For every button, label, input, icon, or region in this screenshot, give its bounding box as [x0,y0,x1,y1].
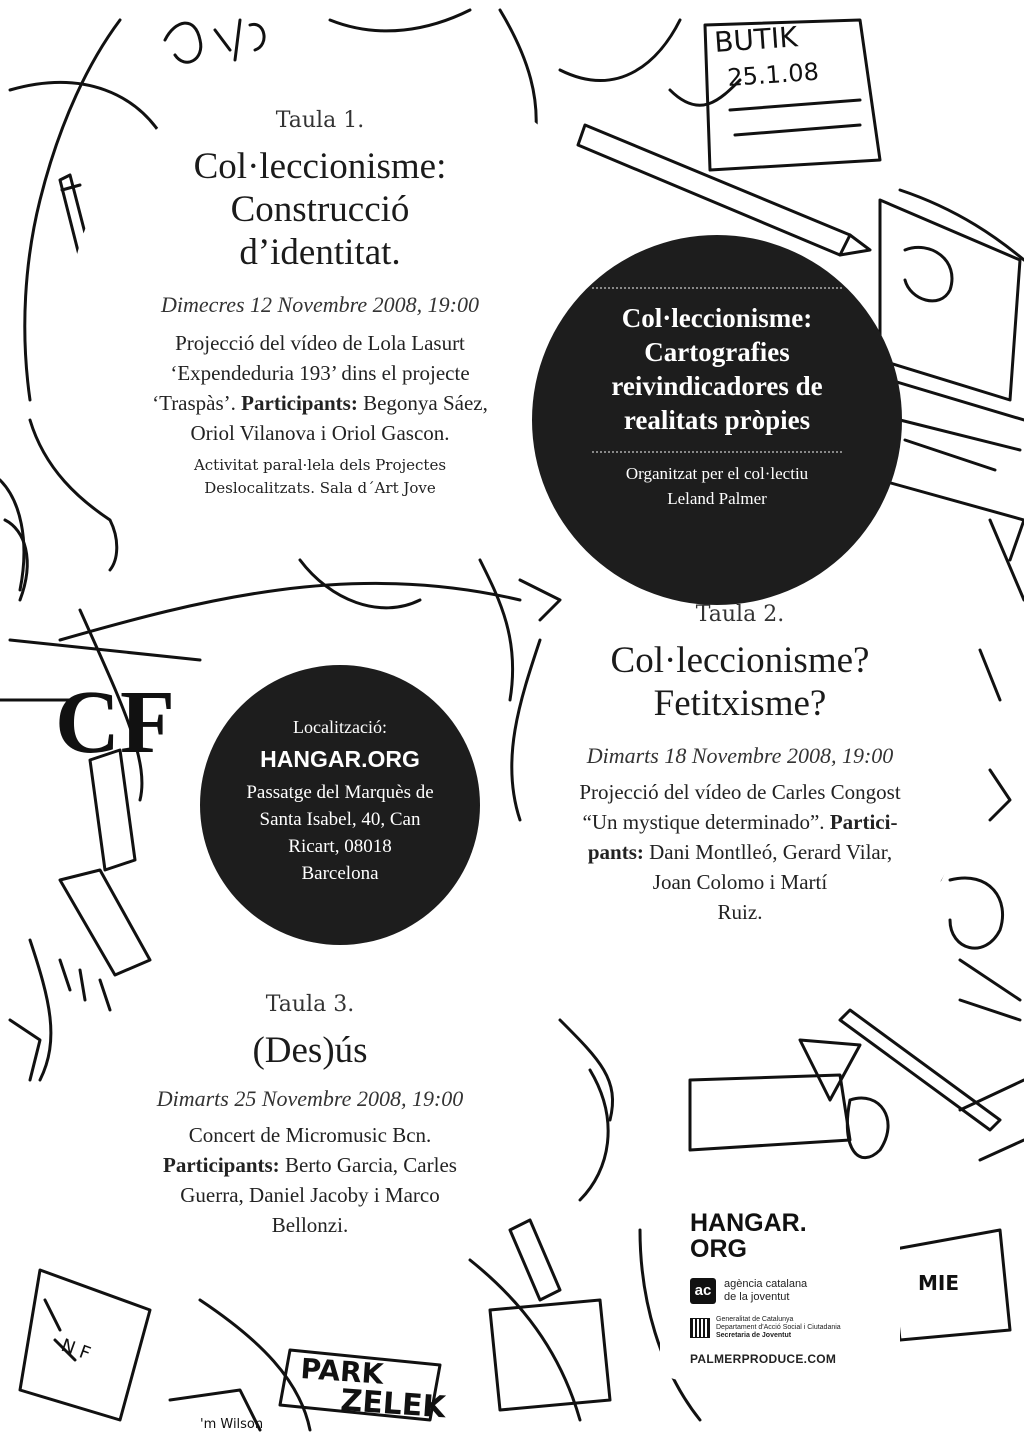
palmer-produce-link[interactable]: PALMERPRODUCE.COM [690,1352,837,1366]
location-address: Passatge del Marquès de Santa Isabel, 40, Can Ricart, 08018 Barcelona [246,782,434,884]
sketch-text-butik: BUTIK [713,20,799,59]
sketch-text-zelek: ZELEK [339,1383,447,1426]
taula-1-date: Dimecres 12 Novembre 2008, 19:00 [161,292,479,317]
location-circle [200,665,480,945]
taula-1 [100,108,540,500]
sketch-text-butik-date: 25.1.08 [726,57,820,92]
taula-1-title: Col·leccionisme: Construcció d’identitat. [193,146,447,273]
main-circle-title: Col·leccionisme: Cartografies reivindicadores de realitats pròpies [611,303,823,435]
taula-2 [530,602,950,927]
generalitat-logo: Generalitat de Catalunya Departament d'Acció Social i Ciutadania Secretaria de Joventut [690,1316,890,1340]
taula-3-description: Concert de Micromusic Bcn. Participants: Berto Garcia, Carles Guerra, Daniel Jacoby i Marco Bellonzi. [163,1123,457,1237]
location-venue: HANGAR.ORG [260,746,420,772]
taula-1-note: Activitat paral·lela dels Projectes Deslocalitzats. Sala d´Art Jove [193,456,447,497]
generalitat-emblem-icon [690,1318,710,1338]
ac-badge: ac [690,1278,716,1304]
taula-1-label: Taula 1. [275,108,365,133]
sketch-text-mie: MIE [918,1271,960,1295]
main-title-circle [532,235,902,605]
taula-1-description: Projecció del vídeo de Lola Lasurt ‘Expendeduria 193’ dins el projecte ‘Traspàs’. Participants: Begonya Sáez, Oriol Vilanova i Oriol Gascon. [152,331,488,445]
taula-3-label: Taula 3. [265,992,355,1017]
location-label: Localització: [293,717,387,737]
agencia-catalana-logo: ac agència catalana de la joventut [690,1278,890,1304]
taula-2-description: Projecció del vídeo de Carles Congost “Un mystique determinado”. Partici- pants: Dani Montlleó, Gerard Vilar, Joan Colomo i Martí Ruiz. [579,780,901,924]
main-circle-organizer: Organitzat per el col·lectiu Leland Palmer [625,464,809,508]
sponsors [690,1210,890,1366]
taula-2-title: Col·leccionisme? Fetitxisme? [610,640,870,724]
taula-2-date: Dimarts 18 Novembre 2008, 19:00 [586,743,894,768]
taula-3-date: Dimarts 25 Novembre 2008, 19:00 [156,1086,464,1111]
sketch-text-nf: N F [58,1334,94,1365]
sketch-text-wilson: 'm Wilson [200,1417,264,1432]
taula-3 [100,992,520,1240]
sketch-text-cf: CF [55,673,175,772]
hangar-logo: HANGAR. ORG [690,1209,807,1263]
taula-3-title: (Des)ús [252,1030,368,1071]
sketch-text-park: PARK [299,1352,385,1391]
taula-2-label: Taula 2. [695,602,785,627]
